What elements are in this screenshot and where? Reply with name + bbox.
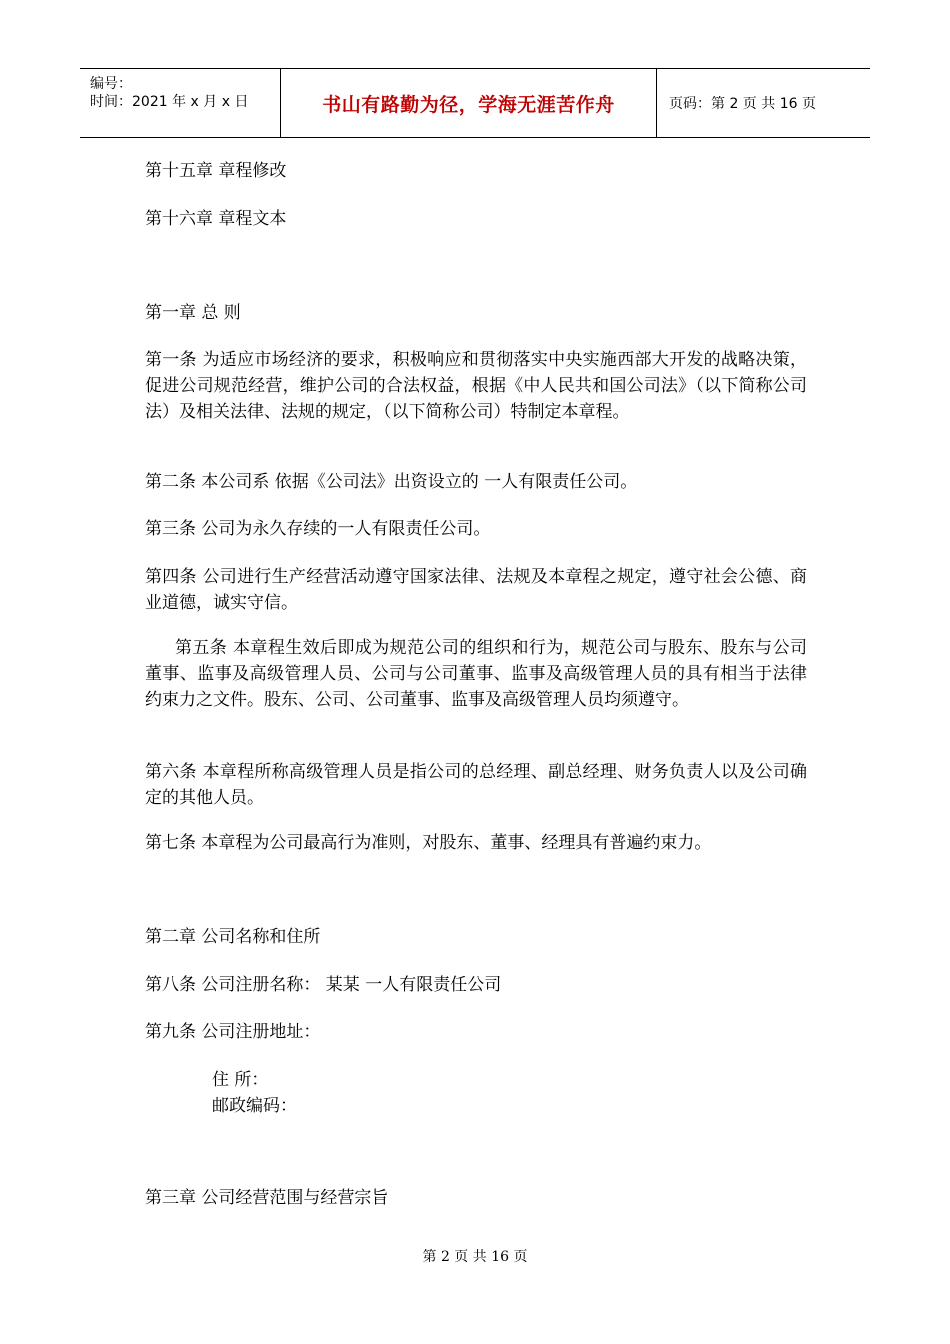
article-8: 第八条 公司注册名称： 某某 一人有限责任公司	[145, 975, 502, 995]
document-time-label: 时间：2021 年 x 月 x 日	[90, 94, 249, 110]
header-page-label: 页码：第 2 页 共 16 页	[669, 96, 816, 112]
header-right-cell	[657, 69, 870, 137]
postcode-label: 邮政编码：	[212, 1096, 297, 1116]
toc-chapter-15: 第十五章 章程修改	[145, 161, 287, 181]
toc-chapter-16: 第十六章 章程文本	[145, 209, 287, 229]
article-9: 第九条 公司注册地址：	[145, 1022, 321, 1042]
chapter-1-heading: 第一章 总 则	[145, 303, 241, 323]
page-footer: 第 2 页 共 16 页	[422, 1249, 528, 1265]
document-header	[80, 68, 870, 138]
article-3: 第三条 公司为永久存续的一人有限责任公司。	[145, 519, 491, 539]
residence-label: 住 所：	[212, 1070, 269, 1090]
chapter-3-heading: 第三章 公司经营范围与经营宗旨	[145, 1188, 389, 1208]
header-left-cell	[80, 69, 281, 137]
article-2: 第二条 本公司系 依据《公司法》出资设立的 一人有限责任公司。	[145, 472, 638, 492]
article-1: 第一条 为适应市场经济的要求，积极响应和贯彻落实中央实施西部大开发的战略决策，促进公司规范经营，维护公司的合法权益，根据《中人民共和国公司法》（以下简称公司法）及相关法律、法规的规定，（以下简称公司）特制定本章程。	[145, 350, 807, 422]
document-number-label: 编号：	[90, 76, 132, 92]
header-motto: 书山有路勤为径，学海无涯苦作舟	[322, 93, 615, 116]
article-7: 第七条 本章程为公司最高行为准则，对股东、董事、经理具有普遍约束力。	[145, 833, 712, 853]
article-5: 第五条 本章程生效后即成为规范公司的组织和行为，规范公司与股东、股东与公司董事、监事及高级管理人员、公司与公司董事、监事及高级管理人员的具有相当于法律约束力之文件。股东、公司、公司董事、监事及高级管理人员均须遵守。	[145, 638, 807, 710]
article-6: 第六条 本章程所称高级管理人员是指公司的总经理、副总经理、财务负责人以及公司确定的其他人员。	[145, 762, 807, 808]
chapter-2-heading: 第二章 公司名称和住所	[145, 927, 321, 947]
article-4: 第四条 公司进行生产经营活动遵守国家法律、法规及本章程之规定，遵守社会公德、商业道德，诚实守信。	[145, 567, 807, 613]
header-motto-cell	[281, 69, 657, 137]
